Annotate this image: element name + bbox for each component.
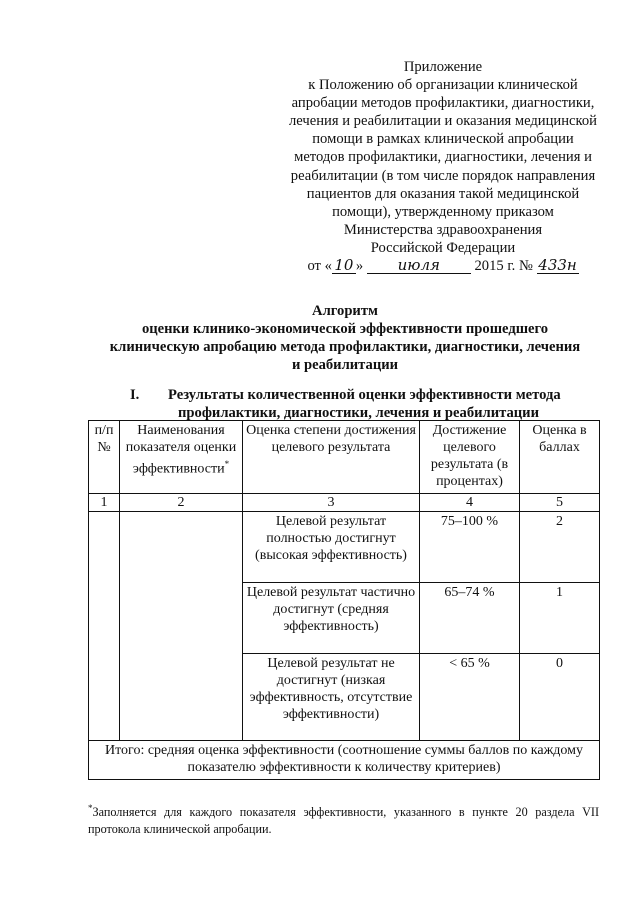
percent-cell: 65–74 % (420, 583, 520, 654)
handwritten-order-number: 433н (538, 256, 577, 275)
result-cell: Целевой результат частично достигнут (средняя эффективность) (243, 583, 420, 654)
column-number: 5 (520, 494, 600, 512)
header-cell: Оценка в баллах (520, 421, 600, 494)
appendix-line: Российской Федерации (370, 239, 516, 256)
appendix-line: лечения и реабилитации и оказания медицинской (289, 113, 597, 130)
date-year: 2015 г. № (474, 258, 533, 275)
appendix-line: помощи в рамках клинической апробации (312, 131, 574, 148)
empty-cell (120, 512, 243, 741)
percent-cell: < 65 % (420, 654, 520, 741)
section-number: I. (130, 387, 140, 403)
handwritten-day: 10 (332, 258, 356, 274)
document-title (90, 302, 600, 374)
column-number: 1 (89, 494, 120, 512)
appendix-line: реабилитации (в том числе порядок направления (290, 167, 596, 184)
footnote-mark: * (88, 803, 93, 813)
appendix-line: помощи), утвержденному приказом (332, 203, 554, 220)
header-cell (120, 421, 243, 494)
header-cell-text: Наименования показателя оценки эффективности (125, 423, 237, 477)
column-number: 2 (120, 494, 243, 512)
score-cell: 1 (520, 583, 600, 654)
score-cell: 2 (520, 512, 600, 583)
title-line: оценки клинико-экономической эффективности прошедшего (141, 321, 549, 337)
column-number: 4 (420, 494, 520, 512)
evaluation-table (88, 420, 600, 780)
appendix-line: Приложение (403, 59, 483, 75)
appendix-line: пациентов для оказания такой медицинской (306, 185, 580, 202)
section-title-line: профилактики, диагностики, лечения и реабилитации (178, 405, 539, 421)
result-cell: Целевой результат полностью достигнут (высокая эффективность) (243, 512, 420, 583)
result-cell: Целевой результат не достигнут (низкая эффективность, отсутствие эффективности) (243, 654, 420, 741)
score-cell: 0 (520, 654, 600, 741)
footnote-mark: * (224, 459, 230, 469)
title-line: и реабилитации (291, 357, 399, 373)
title-line: Алгоритм (312, 303, 378, 319)
header-cell: Достижение целевого результата (в процентах) (420, 421, 520, 494)
appendix-header (278, 58, 608, 275)
table-total-row (89, 741, 600, 780)
percent-cell: 75–100 % (420, 512, 520, 583)
handwritten-month: июля (367, 258, 471, 274)
appendix-line: методов профилактики, диагностики, лечения и (294, 149, 592, 166)
header-cell: Оценка степени достижения целевого результата (243, 421, 420, 494)
footnote-text: Заполняется для каждого показателя эффективности, указанного в пункте 20 раздела VII протокола клинической апробации. (88, 805, 599, 837)
column-number-row (89, 494, 600, 512)
date-prefix: от « (307, 258, 332, 275)
title-line: клиническую апробацию метода профилактики, диагностики, лечения (109, 339, 581, 355)
appendix-line: Министерства здравоохранения (343, 221, 543, 238)
footnote (88, 800, 599, 838)
appendix-line: апробации методов профилактики, диагностики, (291, 95, 595, 112)
column-number: 3 (243, 494, 420, 512)
table-row (89, 512, 600, 583)
total-cell: Итого: средняя оценка эффективности (соотношение суммы баллов по каждому показателю эффективности к количеству критериев) (89, 741, 600, 780)
appendix-line: к Положению об организации клинической (308, 77, 578, 94)
empty-cell (89, 512, 120, 741)
date-mid: » (355, 258, 364, 275)
header-cell: п/п № (89, 421, 120, 494)
section-title-line: Результаты количественной оценки эффективности метода (168, 387, 561, 403)
table-header-row (89, 421, 600, 494)
order-date-line (278, 257, 608, 275)
